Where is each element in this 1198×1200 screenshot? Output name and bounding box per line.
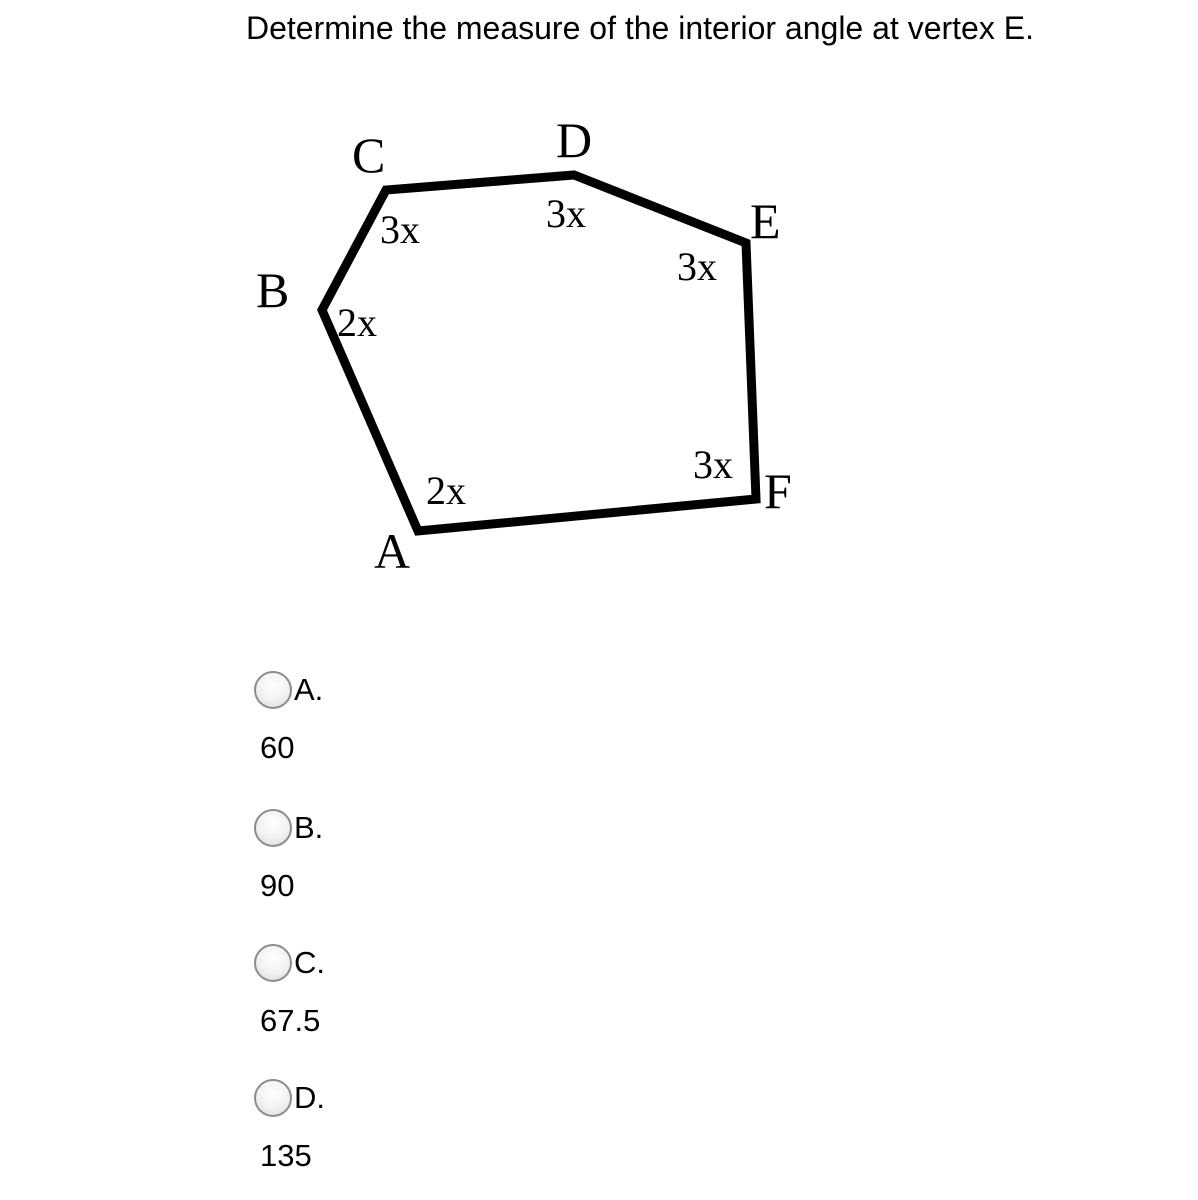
vertex-label-d: D [556, 112, 593, 168]
choice-d [254, 1076, 325, 1178]
choice-c-option[interactable] [254, 941, 325, 985]
vertex-label-c: C [352, 127, 386, 183]
choice-c-letter: C. [294, 945, 325, 980]
choice-d-option[interactable] [254, 1076, 325, 1120]
choice-c-radio[interactable] [254, 944, 292, 982]
angle-label-e: 3x [677, 244, 717, 289]
angle-label-a: 2x [426, 468, 466, 513]
choice-a-option[interactable] [254, 668, 323, 712]
choice-c-value: 67.5 [260, 1003, 321, 1038]
choice-b-radio[interactable] [254, 809, 292, 847]
choice-a [254, 668, 323, 770]
choice-d-radio[interactable] [254, 1079, 292, 1117]
angle-label-f: 3x [693, 442, 733, 487]
vertex-label-a: A [374, 523, 411, 579]
choice-b [254, 806, 323, 908]
choice-d-value: 135 [260, 1138, 312, 1173]
choice-b-value: 90 [260, 868, 295, 903]
choice-c [254, 941, 325, 1043]
angle-label-c: 3x [380, 207, 420, 252]
angle-label-d: 3x [546, 191, 586, 236]
choice-a-radio[interactable] [254, 671, 292, 709]
choice-b-option[interactable] [254, 806, 323, 850]
choice-a-value: 60 [260, 730, 295, 765]
vertex-label-e: E [750, 193, 781, 249]
choice-d-letter: D. [294, 1080, 325, 1115]
choice-a-letter: A. [294, 672, 324, 707]
choice-b-letter: B. [294, 810, 324, 845]
vertex-label-b: B [256, 262, 290, 318]
vertex-label-f: F [764, 463, 792, 519]
angle-label-b: 2x [337, 300, 377, 345]
question-text: Determine the measure of the interior angle at vertex E. [246, 10, 1034, 46]
